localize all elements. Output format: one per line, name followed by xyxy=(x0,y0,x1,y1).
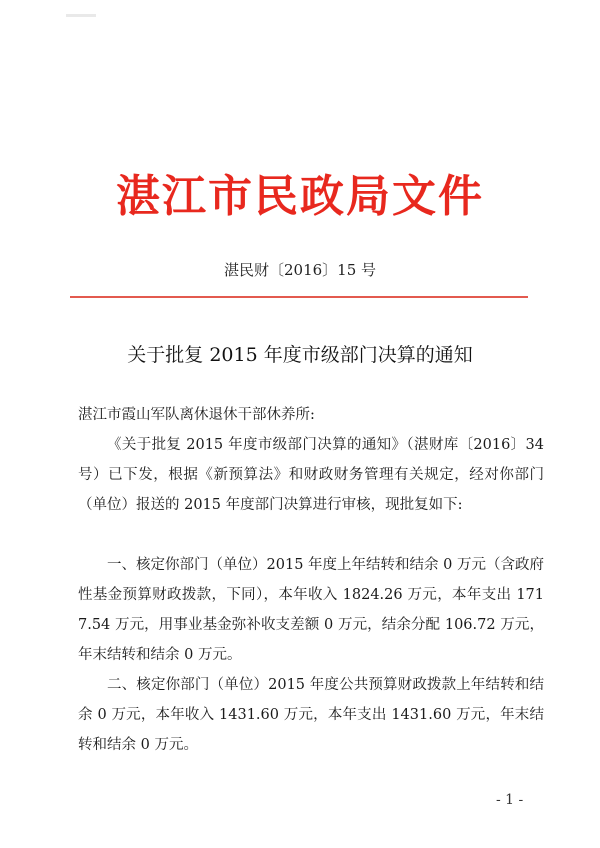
scan-artifact xyxy=(66,14,96,17)
red-separator-line xyxy=(70,296,528,298)
body-paragraph-1: 《关于批复 2015 年度市级部门决算的通知》（湛财库〔2016〕34 号）已下发，根据《新预算法》和财政财务管理有关规定，经对你部门（单位）报送的 2015 年度部门决算进行审核，现批复如下: xyxy=(78,437,544,513)
issuer-header: 湛江市民政局文件 xyxy=(116,171,484,222)
body-paragraph-3: 二、核定你部门（单位）2015 年度公共预算财政拨款上年结转和结余 0 万元，本年收入 1431.60 万元，本年支出 1431.60 万元，年末结转和结余 0 万元。 xyxy=(78,677,544,753)
document-number: 湛民财〔2016〕15 号 xyxy=(223,261,377,279)
page-number: - 1 - xyxy=(496,792,524,808)
notice-title: 关于批复 2015 年度市级部门决算的通知 xyxy=(127,344,473,366)
recipient-line: 湛江市霞山军队离休退休干部休养所: xyxy=(78,407,315,423)
body-paragraph-2: 一、核定你部门（单位）2015 年度上年结转和结余 0 万元（含政府性基金预算财政拨款，下同），本年收入 1824.26 万元，本年支出 1717.54 万元，用事业基金弥补收支差额 0 万元，结余分配 106.72 万元，年末结转和结余 0 万元。 xyxy=(78,557,544,663)
